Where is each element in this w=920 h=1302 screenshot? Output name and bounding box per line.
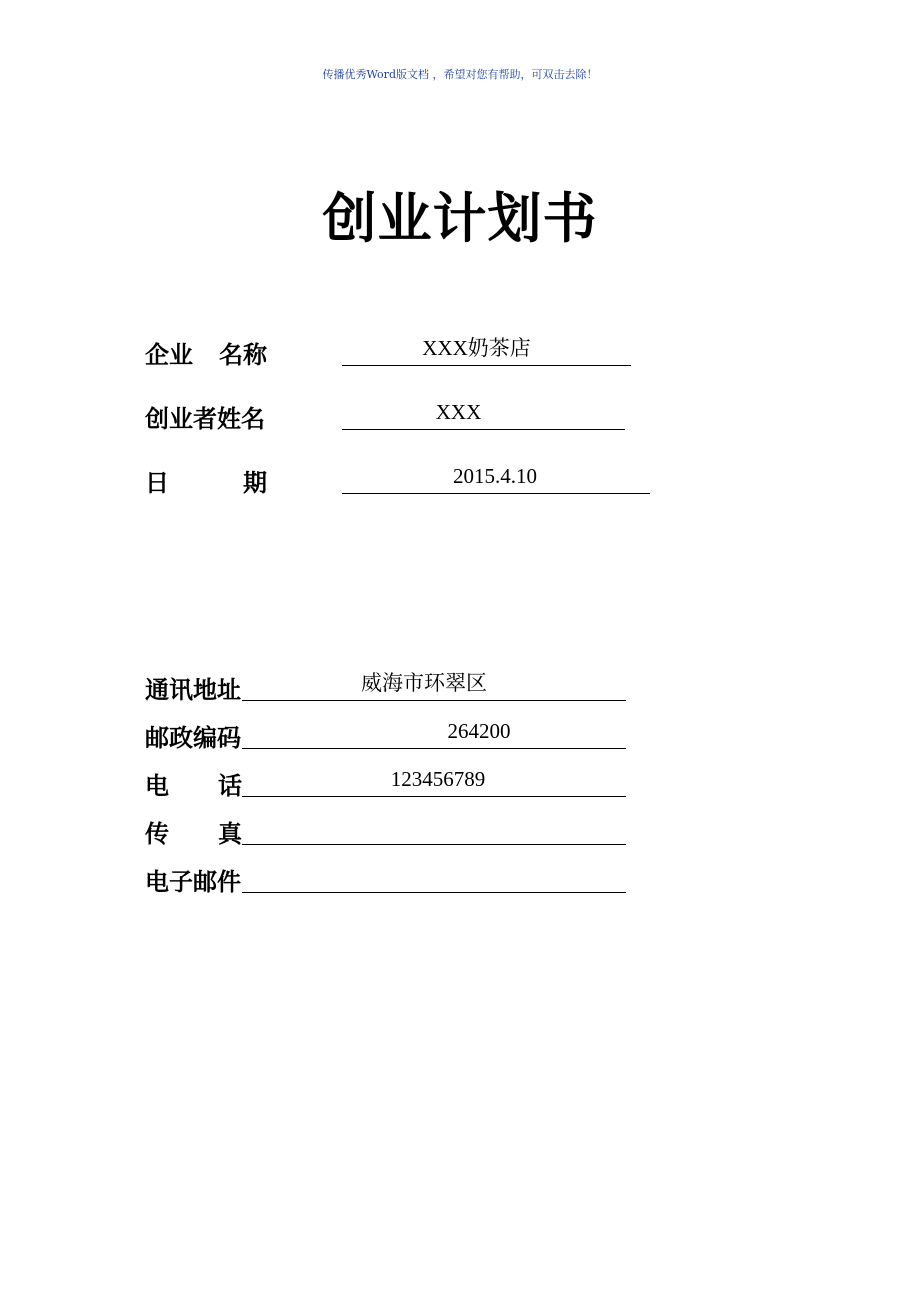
field-label: 电子邮件 [145,868,241,896]
field-phone [145,766,645,806]
field-label: 邮政编码 [145,724,241,752]
field-value-line [242,814,626,845]
field-date [145,463,665,503]
field-label: 创业者姓名 [145,405,265,433]
field-value: 2015.4.10 [453,464,537,488]
field-fax [145,814,645,854]
field-value: 威海市环翠区 [361,671,487,695]
field-label: 传 真 [145,820,242,848]
field-founder-name [145,399,645,439]
field-value-line [242,862,626,893]
field-label: 日 期 [145,469,267,497]
field-postal-code [145,718,645,758]
field-value: XXX [435,400,482,424]
field-value: XXX奶茶店 [422,336,531,360]
field-value-line [242,718,626,749]
field-value-line [242,670,626,701]
field-value-line [342,335,631,366]
field-label: 企业 名称 [145,341,267,369]
document-title: 创业计划书 [322,186,598,250]
field-label: 电 话 [145,772,242,800]
field-company-name [145,335,645,375]
field-address [145,670,645,710]
header-note: 传播优秀Word版文档 ，希望对您有帮助，可双击去除！ [322,68,598,81]
field-value: 123456789 [390,767,486,791]
field-value-line [242,766,626,797]
field-email [145,862,645,902]
field-value-line [342,463,650,494]
field-value: 264200 [447,719,511,743]
field-label: 通讯地址 [145,676,241,704]
field-value-line [342,399,625,430]
